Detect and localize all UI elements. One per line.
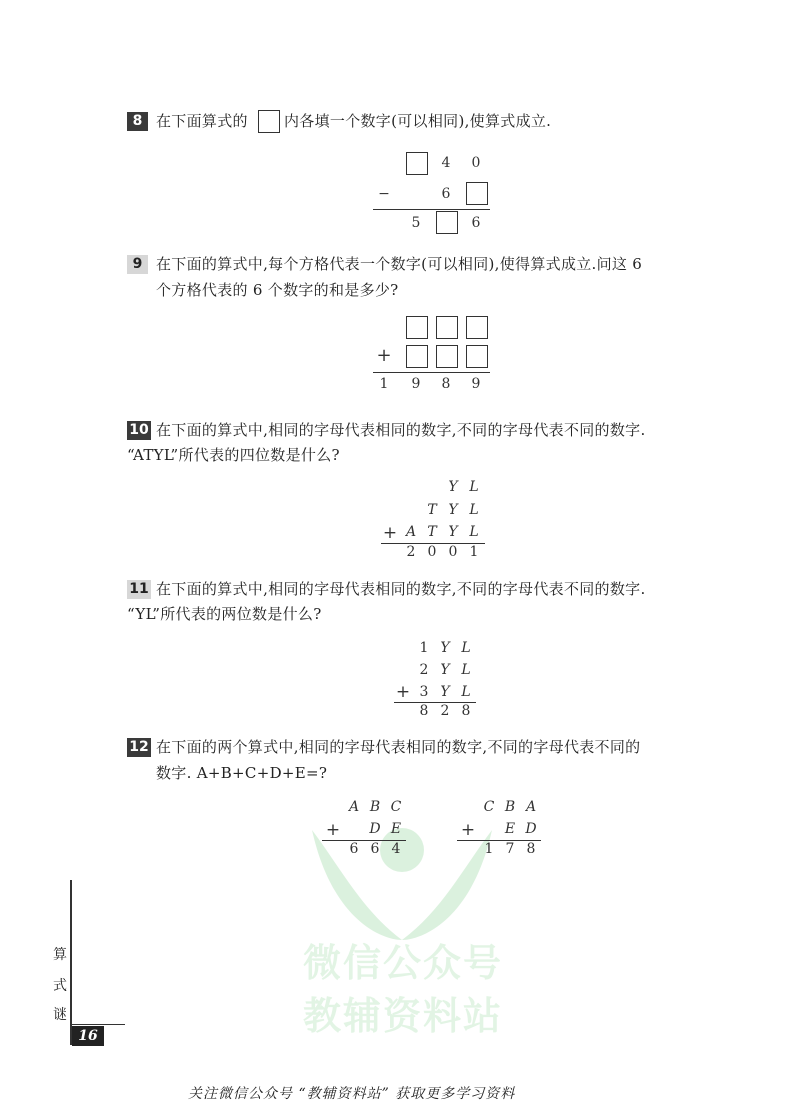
letter: D	[369, 821, 381, 837]
letter: A	[348, 799, 360, 815]
letter: C	[483, 799, 495, 815]
letter: B	[504, 799, 516, 815]
problem-9-line2: 个方格代表的 6 个数字的和是多少?	[156, 281, 399, 299]
problem-11-line1: 在下面的算式中,相同的字母代表相同的数字,不同的字母代表不同的数字.	[156, 580, 646, 598]
letter: L	[469, 524, 479, 540]
minus-sign: −	[378, 186, 390, 202]
digit: 8	[461, 703, 471, 719]
footer-text: 关注微信公众号 “教辅资料站” 获取更多学习资料	[188, 1086, 516, 1102]
problem-number-11: 11	[127, 580, 151, 599]
digit: 0	[448, 544, 458, 560]
letter: Y	[440, 640, 450, 656]
letter: A	[525, 799, 537, 815]
digit: 6	[370, 841, 380, 857]
plus-sign: +	[382, 523, 398, 543]
digit: 2	[419, 662, 429, 678]
problem-10-line1: 在下面的算式中,相同的字母代表相同的数字,不同的字母代表不同的数字.	[156, 421, 646, 439]
problem-8-text-after: 内各填一个数字(可以相同),使算式成立.	[284, 112, 552, 130]
plus-sign: +	[395, 682, 411, 702]
problem-12-line1: 在下面的两个算式中,相同的字母代表相同的数字,不同的字母代表不同的	[156, 738, 641, 756]
letter: Y	[448, 524, 458, 540]
problem-8-text-before: 在下面算式的	[156, 112, 248, 130]
letter: B	[369, 799, 381, 815]
problem-number-8: 8	[127, 112, 148, 131]
problem-number-9: 9	[127, 255, 148, 274]
digit: 9	[411, 376, 421, 392]
plus-sign: +	[376, 345, 392, 366]
letter: E	[390, 821, 402, 837]
letter: A	[405, 524, 417, 540]
answer-box	[466, 316, 488, 339]
digit: 1	[419, 640, 429, 656]
sidebar-vertical-rule	[70, 880, 72, 1045]
letter: Y	[440, 662, 450, 678]
letter: D	[525, 821, 537, 837]
answer-box	[436, 316, 458, 339]
problem-12-line2: 数字. A+B+C+D+E=?	[156, 764, 328, 782]
digit: 8	[419, 703, 429, 719]
digit: 4	[391, 841, 401, 857]
problem-10-line2: “ATYL”所代表的四位数是什么?	[127, 446, 340, 464]
sidebar-char: 算	[53, 947, 67, 963]
digit: 1	[469, 544, 479, 560]
digit: 2	[440, 703, 450, 719]
answer-box	[466, 345, 488, 368]
letter: Y	[448, 502, 458, 518]
digit: 6	[441, 186, 451, 202]
problem-11-line2: “YL”所代表的两位数是什么?	[127, 605, 322, 623]
answer-box-inline	[258, 110, 280, 133]
letter: L	[461, 640, 471, 656]
sum-line	[373, 372, 490, 373]
problem-9-line1: 在下面的算式中,每个方格代表一个数字(可以相同),使得算式成立.问这 6	[156, 255, 643, 273]
digit: 6	[349, 841, 359, 857]
answer-box	[406, 316, 428, 339]
sum-line	[373, 209, 490, 210]
plus-sign: +	[460, 820, 476, 840]
digit: 1	[379, 376, 389, 392]
problem-number-12: 12	[127, 738, 151, 757]
digit: 2	[406, 544, 416, 560]
letter: L	[469, 502, 479, 518]
letter: T	[427, 502, 437, 518]
letter: L	[461, 662, 471, 678]
page-number: 16	[72, 1026, 104, 1046]
answer-box	[436, 211, 458, 234]
answer-box	[406, 345, 428, 368]
plus-sign: +	[325, 820, 341, 840]
digit: 3	[419, 684, 429, 700]
letter: L	[469, 479, 479, 495]
letter: T	[427, 524, 437, 540]
digit: 8	[526, 841, 536, 857]
watermark-line2: 教辅资料站	[303, 994, 504, 1038]
digit: 9	[471, 376, 481, 392]
answer-box	[466, 182, 488, 205]
answer-box	[436, 345, 458, 368]
letter: Y	[440, 684, 450, 700]
letter: L	[461, 684, 471, 700]
problem-number-10: 10	[127, 421, 151, 440]
digit: 4	[441, 155, 451, 171]
digit: 7	[505, 841, 515, 857]
letter: C	[390, 799, 402, 815]
digit: 0	[471, 155, 481, 171]
answer-box	[406, 152, 428, 175]
sidebar-char: 式	[53, 978, 67, 994]
digit: 5	[411, 215, 421, 231]
watermark-line1: 微信公众号	[303, 941, 504, 985]
digit: 1	[484, 841, 494, 857]
letter: Y	[448, 479, 458, 495]
digit: 0	[427, 544, 437, 560]
digit: 6	[471, 215, 481, 231]
letter: E	[504, 821, 516, 837]
digit: 8	[441, 376, 451, 392]
sidebar-char: 谜	[53, 1007, 67, 1023]
